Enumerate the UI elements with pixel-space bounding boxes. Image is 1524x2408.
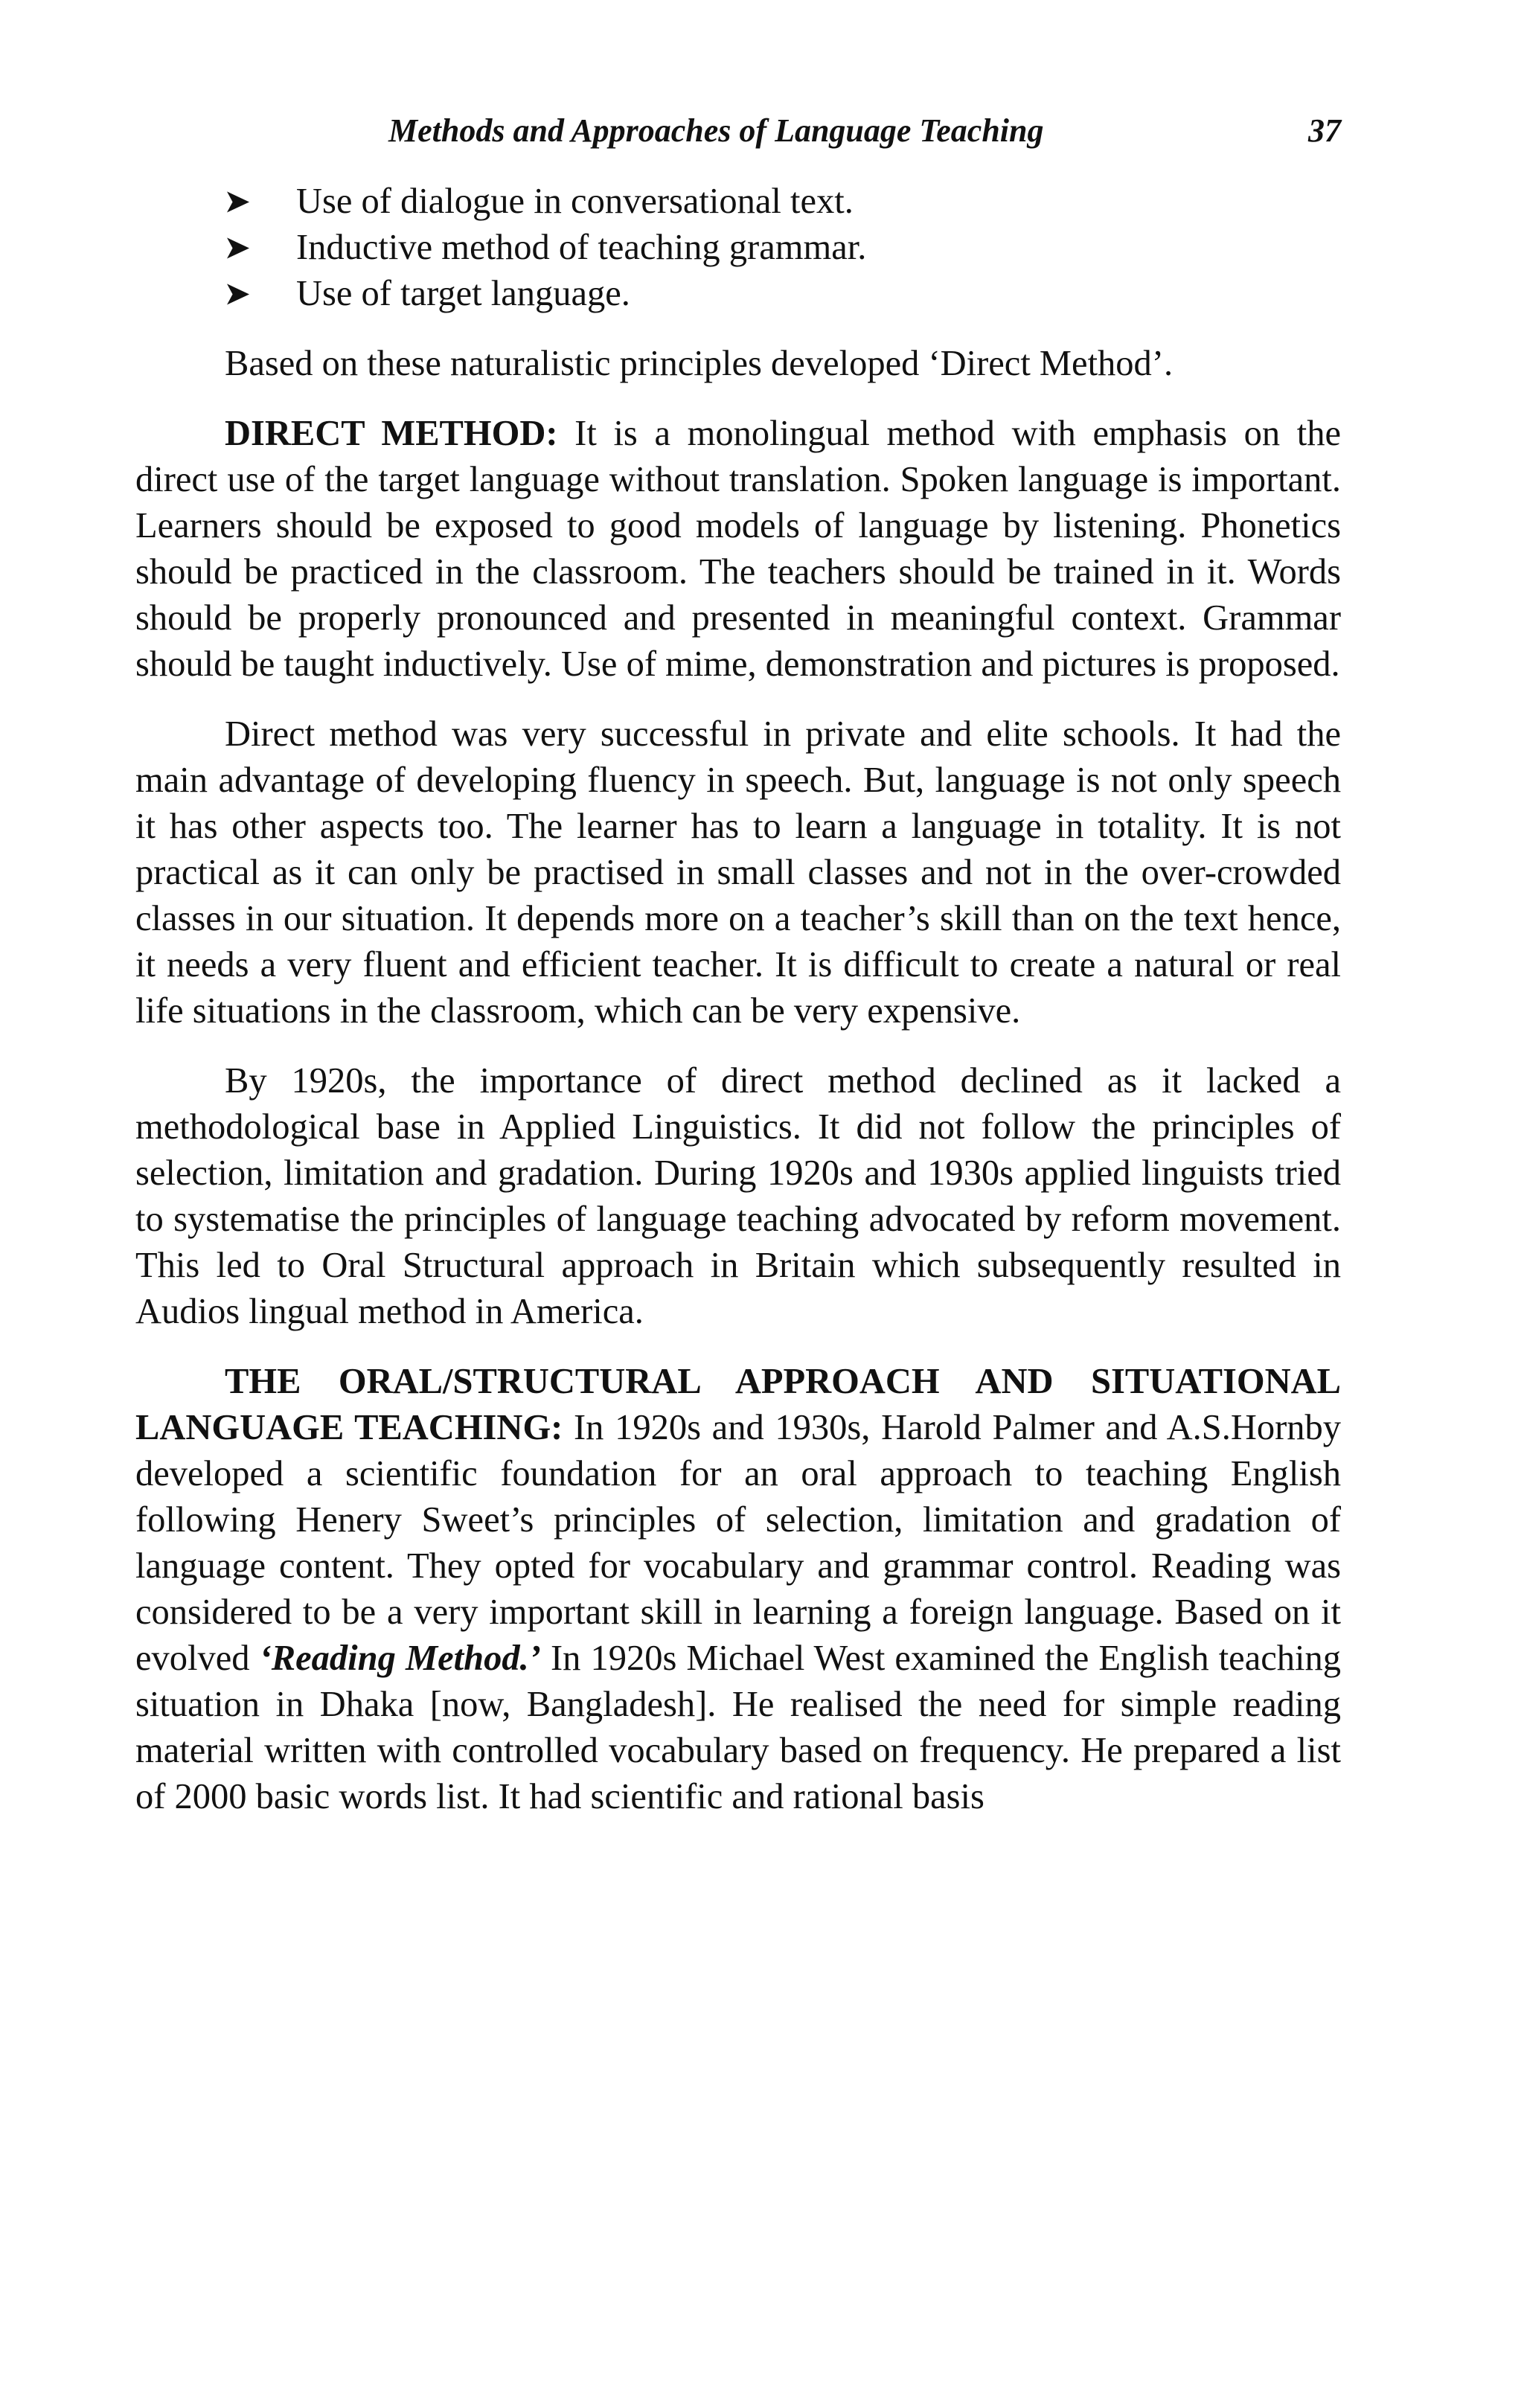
list-item: [225, 225, 1341, 271]
section-heading-direct-method: DIRECT METHOD:: [225, 414, 558, 453]
paragraph-direct-method: [135, 411, 1341, 688]
bullet-list: [135, 179, 1341, 317]
list-item: [225, 271, 1341, 317]
body-text: [135, 179, 1341, 1820]
paragraph-direct-method-intro: Based on these naturalistic principles developed ‘Direct Method’.: [225, 344, 1174, 383]
arrow-bullet-icon: ➤: [225, 277, 250, 310]
paragraph-direct-method-evaluation: Direct method was very successful in private and elite schools. It had the main advantage of developing fluency in speech. But, language is not only speech it has other aspects too. The learner has to learn a language in totality. It is not practical as it can only be practised in small classes and not in the over-crowded classes in our situation. It depends more on a teacher’s skill than on the text hence, it needs a very fluent and efficient teacher. It is difficult to create a natural or real life situations in the classroom, which can be very expensive.: [135, 714, 1341, 1031]
paragraph-text: In 1920s Michael West examined the English teaching situation in Dhaka [now, Bangladesh]. He realised the need for simple reading material written with controlled vocabulary based on frequency. He prepared a list of 2000 basic words list. It had scientific and rational basis: [135, 1639, 1341, 1816]
page-number: 37: [1308, 112, 1341, 149]
paragraph-oral-structural: [135, 1359, 1341, 1820]
paragraph-text: In 1920s and 1930s, Harold Palmer and A.S.Hornby developed a scientific foundation for an oral approach to teaching English following Henery Sweet’s principles of selection, limitation and gradation of language content. They opted for vocabulary and grammar control. Reading was considered to be a very important skill in learning a foreign language. Based on it evolved: [135, 1408, 1342, 1678]
bullet-text: Use of dialogue in conversational text.: [296, 182, 854, 221]
paragraph-text: It is a monolingual method with emphasis on the direct use of the target language without translation. Spoken language is important. Learners should be exposed to good models of language by listening. Phonetics should be practiced in the classroom. The teachers should be trained in it. Words should be properly pronounced and presented in meaningful context. Grammar should be taught inductively. Use of mime, demonstration and pictures is proposed.: [135, 414, 1341, 684]
running-head: [135, 112, 1341, 156]
section-heading-oral-structural: THE ORAL/STRUCTURAL APPROACH AND SITUATIONAL LANGUAGE TEACHING:: [135, 1362, 1341, 1447]
running-head-title: Methods and Approaches of Language Teaching: [388, 112, 1044, 149]
list-item: [225, 179, 1341, 225]
reading-method-term: ‘Reading Method.’: [259, 1639, 541, 1678]
bullet-text: Inductive method of teaching grammar.: [296, 228, 867, 267]
arrow-bullet-icon: ➤: [225, 185, 250, 218]
bullet-text: Use of target language.: [296, 274, 630, 313]
paragraph-decline: By 1920s, the importance of direct method declined as it lacked a methodological base in Applied Linguistics. It did not follow the principles of selection, limitation and gradation. During 1920s and 1930s applied linguists tried to systematise the principles of language teaching advocated by reform movement. This led to Oral Structural approach in Britain which subsequently resulted in Audios lingual method in America.: [135, 1061, 1341, 1331]
arrow-bullet-icon: ➤: [225, 231, 250, 264]
